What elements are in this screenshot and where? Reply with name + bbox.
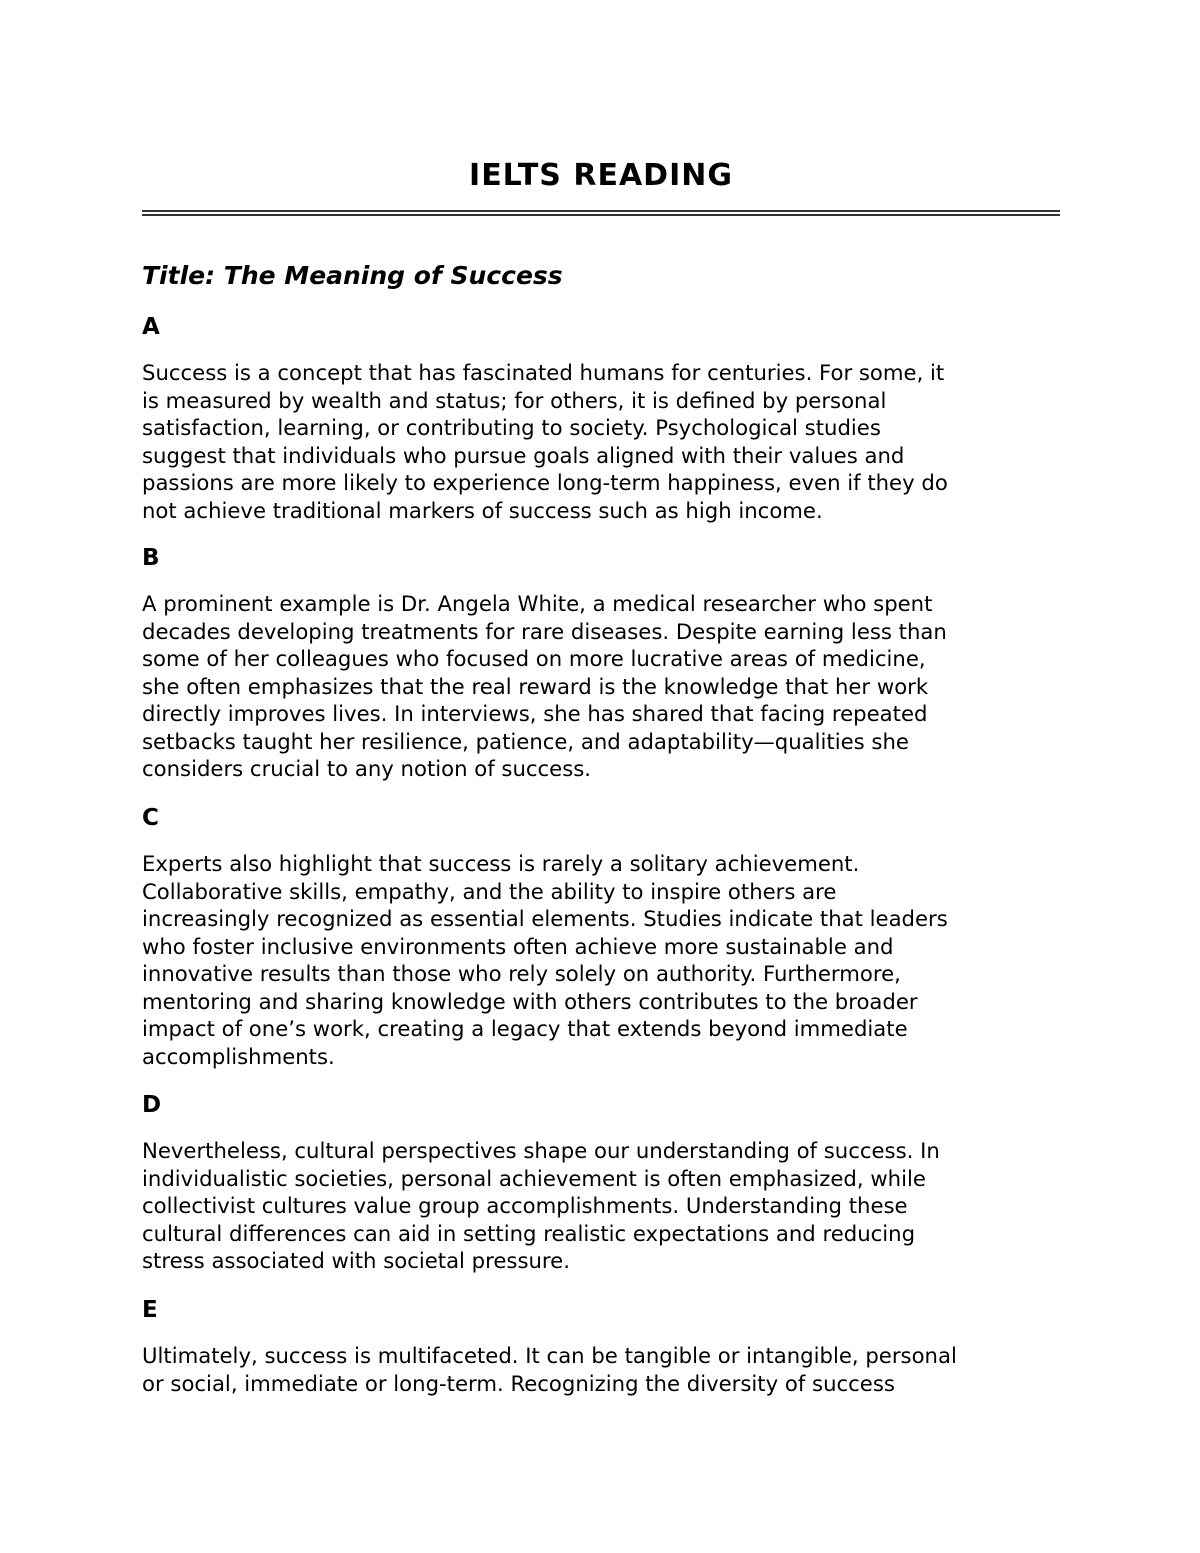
paragraph-line: she often emphasizes that the real reward is the knowledge that her work — [142, 673, 929, 699]
paragraph-line: directly improves lives. In interviews, she has shared that facing repeated — [142, 701, 928, 726]
section-letter-d: D — [142, 1092, 162, 1118]
paragraph-line: impact of one’s work, creating a legacy that extends beyond immediate — [142, 1016, 908, 1041]
paragraph-line: or social, immediate or long-term. Recognizing the diversity of success — [142, 1370, 895, 1396]
paragraph-line: Collaborative skills, empathy, and the ability to inspire others are — [142, 878, 837, 904]
paragraph-line: is measured by wealth and status; for others, it is defined by personal — [142, 387, 887, 413]
paragraph-line: innovative results than those who rely solely on authority. Furthermore, — [142, 961, 901, 986]
paragraph-line: not achieve traditional markers of success such as high income. — [142, 497, 823, 523]
paragraph-e — [142, 1342, 1060, 1397]
paragraph-line: stress associated with societal pressure. — [142, 1248, 570, 1273]
paragraph-line: Ultimately, success is multifaceted. It can be tangible or intangible, personal — [142, 1343, 957, 1368]
section-letter-c: C — [142, 805, 159, 831]
page-title: IELTS READING — [469, 158, 733, 193]
paragraph-line: who foster inclusive environments often achieve more sustainable and — [142, 933, 894, 959]
paragraph-line: suggest that individuals who pursue goals aligned with their values and — [142, 442, 905, 468]
section-letter-a: A — [142, 314, 160, 340]
paragraph-d — [142, 1137, 1060, 1275]
paragraph-line: Experts also highlight that success is rarely a solitary achievement. — [142, 851, 860, 876]
section-letter-b: B — [142, 545, 160, 571]
paragraph-b — [142, 590, 1060, 783]
paragraph-line: decades developing treatments for rare diseases. Despite earning less than — [142, 618, 947, 644]
paragraph-line: passions are more likely to experience long-term happiness, even if they do — [142, 470, 948, 495]
paragraph-c — [142, 850, 1060, 1070]
paragraph-line: considers crucial to any notion of success. — [142, 756, 592, 781]
title-divider — [142, 210, 1060, 216]
paragraph-a — [142, 359, 1060, 524]
passage-title: Title: The Meaning of Success — [142, 261, 563, 290]
paragraph-line: increasingly recognized as essential elements. Studies indicate that leaders — [142, 906, 948, 931]
paragraph-line: cultural differences can aid in setting realistic expectations and reducing — [142, 1220, 916, 1246]
paragraph-line: accomplishments. — [142, 1043, 335, 1069]
paragraph-line: Nevertheless, cultural perspectives shape our understanding of success. In — [142, 1138, 940, 1163]
paragraph-line: A prominent example is Dr. Angela White, a medical researcher who spent — [142, 591, 933, 616]
paragraph-line: some of her colleagues who focused on more lucrative areas of medicine, — [142, 646, 926, 671]
paragraph-line: setbacks taught her resilience, patience, and adaptability—qualities she — [142, 728, 909, 754]
paragraph-line: individualistic societies, personal achievement is often emphasized, while — [142, 1165, 926, 1191]
paragraph-line: mentoring and sharing knowledge with others contributes to the broader — [142, 988, 918, 1014]
paragraph-line: satisfaction, learning, or contributing to society. Psychological studies — [142, 415, 881, 440]
paragraph-line: collectivist cultures value group accomplishments. Understanding these — [142, 1193, 908, 1218]
paragraph-line: Success is a concept that has fascinated humans for centuries. For some, it — [142, 360, 945, 385]
section-letter-e: E — [142, 1297, 158, 1323]
